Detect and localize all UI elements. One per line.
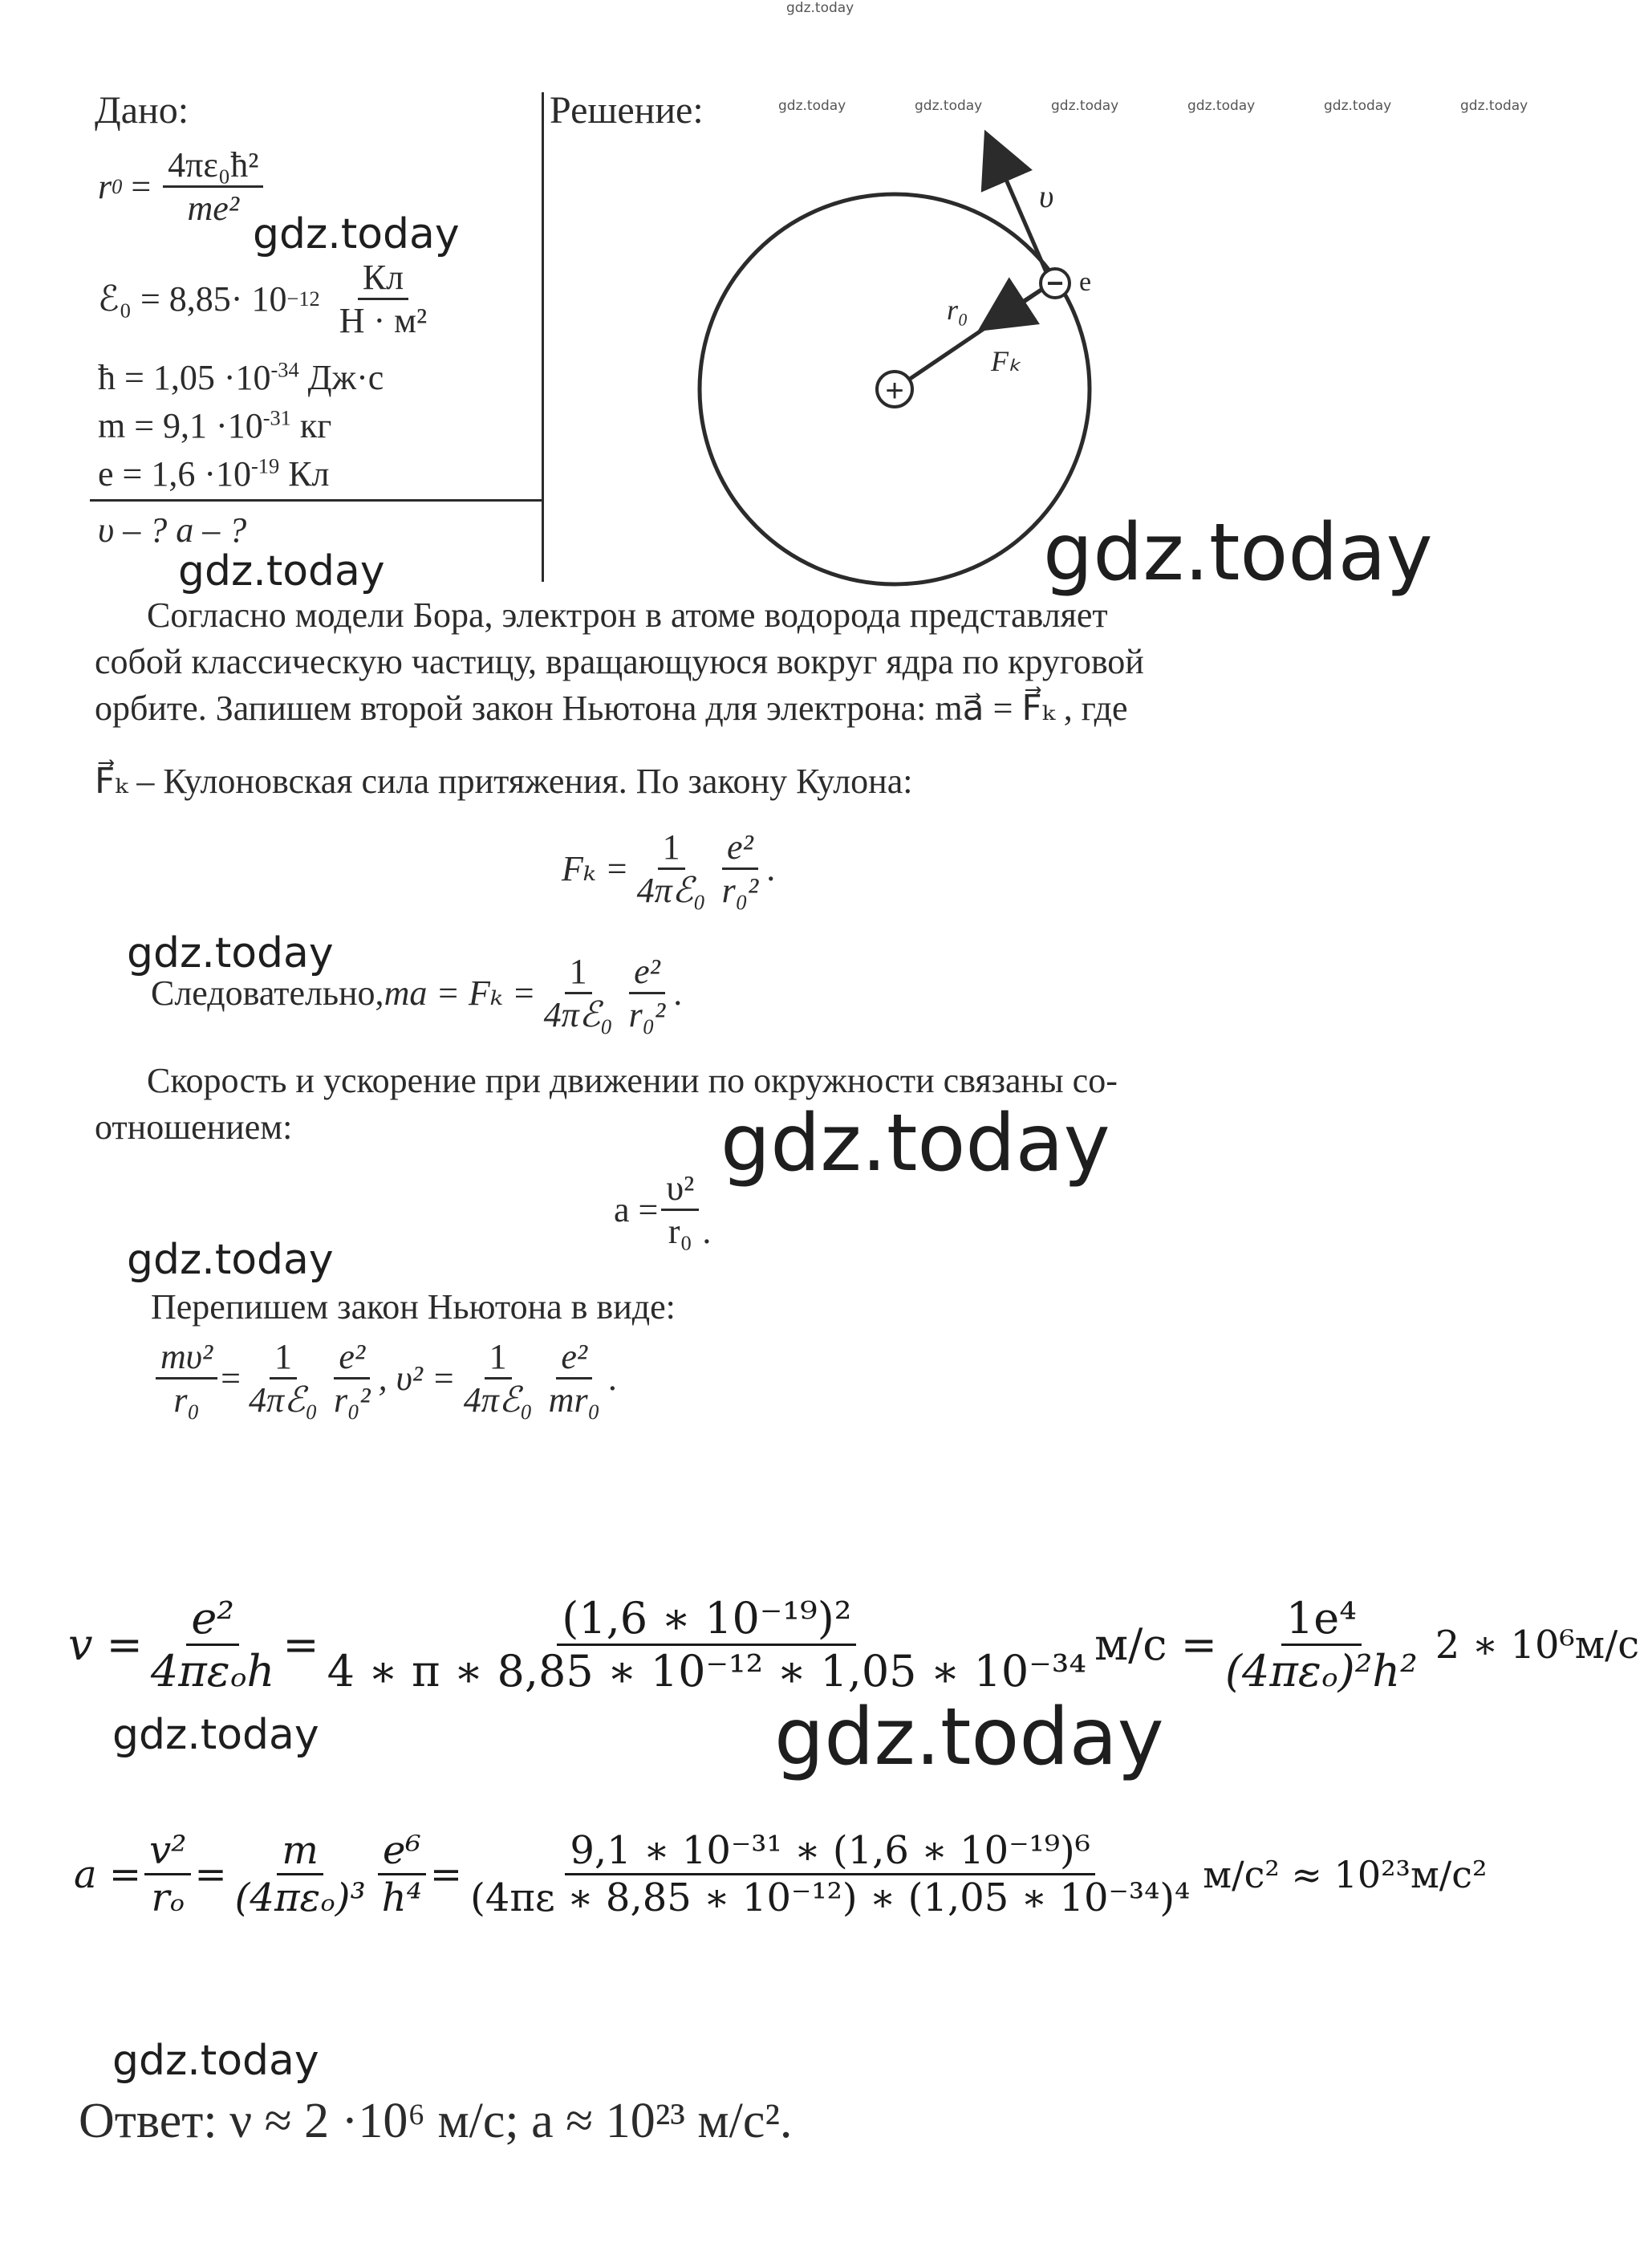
- watermark-8: gdz.today: [774, 1692, 1164, 1783]
- r0-fraction: $\frac{\text{4πε₀ħ²}}{\text{me²}}$: [163, 144, 263, 229]
- watermark-6: gdz.today: [127, 1236, 334, 1284]
- watermark-row-5: gdz.today: [1324, 98, 1392, 114]
- acceleration-calculation: a = $\frac{\text{v²}}{\text{rₒ}}$ = $\frac{m}{\text{(4πεₒ)³}}$ $\frac{\text{e⁶}}{\text{h⁴}}$ = $\frac{\text{9,1 ∗ 10⁻³¹ ∗ (1,6 ∗ 10⁻¹⁹)⁶}}{\text{(4πε ∗ 8,85 ∗ 10⁻¹²) ∗ (1,05 ∗ 10⁻³⁴)⁴}}$ м/с² ≈ 10²³м/с²: [74, 1828, 1488, 1920]
- coulomb-formula: Fₖ = $\frac{1}{\text{4πℰ₀}}$ $\frac{\text{e²}}{\text{r₀²}}$ .: [562, 827, 776, 910]
- electron-label: e: [1079, 267, 1092, 297]
- rewritten-newton-formula: $\frac{\text{mυ²}}{\text{r₀}}$ = $\frac{1}{\text{4πℰ₀}}$ $\frac{\text{e²}}{\text{r₀²}}$ , υ² = $\frac{1}{\text{4πℰ₀}}$ $\frac{\text{e²}}{\text{mr₀}}$ .: [152, 1336, 617, 1420]
- watermark-top: gdz.today: [786, 0, 854, 16]
- watermark-row-4: gdz.today: [1187, 98, 1256, 114]
- given-divider: [90, 499, 543, 502]
- given-charge: $e = 1,6 \cdot 10^{-19}$ Кл: [98, 453, 330, 494]
- watermark-2: gdz.today: [178, 547, 385, 595]
- given-mass: $m = 9,1 \cdot 10^{-31}$ кг: [98, 405, 332, 445]
- watermark-row-1: gdz.today: [778, 98, 846, 114]
- answer: Ответ: ν ≈ 2 ·10⁶ м/с; a ≈ 10²³ м/с².: [79, 2094, 793, 2148]
- nucleus-sign: +: [885, 373, 904, 408]
- centripetal-formula: a = $\frac{\text{υ²}}{\text{r₀}}$ .: [614, 1168, 712, 1251]
- given-heading: Дано:: [95, 89, 189, 132]
- radius-label: r₀: [947, 294, 968, 326]
- watermark-row-6: gdz.today: [1460, 98, 1528, 114]
- velocity-label: υ: [1039, 178, 1054, 214]
- newton-coulomb-formula: Следовательно, ma = Fₖ = $\frac{1}{\text{4πℰ₀}}$ $\frac{\text{e²}}{\text{r₀²}}$ .: [151, 952, 683, 1034]
- watermark-3: gdz.today: [1043, 507, 1433, 599]
- solution-heading: Решение:: [550, 89, 704, 132]
- given-hbar: ħ = $1,05 \cdot 10^{-34}$ Дж·с: [98, 357, 384, 397]
- epsilon-unit-fraction: $\frac{Кл}{\text{Н · м²}}$: [339, 258, 428, 340]
- paragraph-coulomb: F⃗ₖ – Кулоновская сила притяжения. По закону Кулона:: [95, 762, 913, 801]
- velocity-calculation: v = $\frac{\text{e²}}{\text{4πεₒh}}$ = $\frac{\text{(1,6 ∗ 10⁻¹⁹)²}}{\text{4 ∗ π ∗ 8,85 ∗ 10⁻¹² ∗ 1,05 ∗ 10⁻³⁴}}$ м/с = $\frac{\text{1e⁴}}{\text{(4πεₒ)²h²}}$ 2 ∗ 10⁶м/с: [68, 1593, 1640, 1696]
- watermark-row-3: gdz.today: [1051, 98, 1119, 114]
- paragraph-bohr-model: Согласно модели Бора, электрон в атоме водорода представляет собой классическую частицу, вращающуюся вокруг ядра по круговой орбите. Запишем второй закон Ньютона для электрона: ma⃗ = F⃗ₖ , где: [95, 595, 1144, 728]
- given-epsilon: ℰ₀ = 8,85· 10 −12 $\frac{Кл}{\text{Н · м²}}$: [98, 257, 435, 341]
- watermark-7: gdz.today: [112, 1711, 319, 1759]
- given-find: υ – ? a – ?: [98, 510, 247, 550]
- given-r0-formula: r 0 = $\frac{\text{4πε₀ħ²}}{\text{me²}}$: [98, 144, 266, 229]
- watermark-1: gdz.today: [253, 210, 460, 258]
- watermark-row-2: gdz.today: [915, 98, 983, 114]
- watermark-5: gdz.today: [720, 1098, 1110, 1189]
- paragraph-rewrite: Перепишем закон Ньютона в виде:: [151, 1287, 676, 1327]
- watermark-4: gdz.today: [127, 929, 334, 977]
- force-label: Fₖ: [991, 345, 1021, 377]
- electron-sign: −: [1046, 266, 1064, 299]
- watermark-9: gdz.today: [112, 2037, 319, 2085]
- paragraph-velocity-acceleration: Скорость и ускорение при движении по окружности связаны со- отношением:: [95, 1061, 1118, 1147]
- given-vertical-divider: [542, 92, 544, 582]
